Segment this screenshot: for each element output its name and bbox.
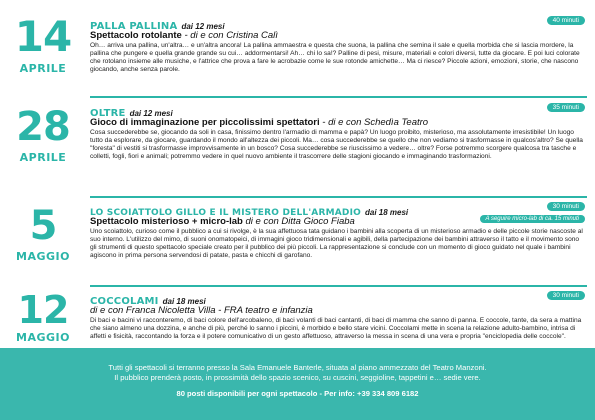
- footer-line-contact: 80 posti disponibili per ogni spettacolo - Per info: +39 334 809 6182: [176, 389, 419, 398]
- event-description: Di baci e bacini vi racconteremo, di baci colore dell'arcobaleno, di baci volanti di baci cantanti, di baci di mamma che sanno di panna. E coccole, tante, da sera a mattina che siano almeno una dozzina, e anche di più, perché lo sanno i piccini, è morbido e bello stare vicini. Coccolami mette in scena la relazione adulto-bambino, intrisa di affetti e fisicità, raccontando la forza e il potere comunicativo di un gesto affettuoso, attraverso la messa in scena di una vera e propria "enciclopedia delle coccole".: [90, 317, 582, 340]
- event-age: dai 18 mesi: [364, 208, 409, 217]
- footer-line-venue: Tutti gli spettacoli si terranno presso la Sala Emanuele Banterle, situata al piano ammezzato del Teatro Manzoni.: [108, 363, 487, 372]
- event-header: [90, 103, 585, 119]
- show-title: [90, 117, 585, 128]
- date-block: [8, 12, 78, 75]
- event-month: MAGGIO: [16, 331, 70, 344]
- footer-line-seating: Il pubblico prenderà posto, in prossimità dello spazio scenico, su cuscini, seggioline, tappetini e… sedie vere.: [114, 373, 481, 382]
- info-footer: [0, 348, 595, 420]
- duration-badge: 35 minuti: [547, 103, 585, 112]
- event-day: 14: [14, 12, 72, 61]
- show-by: di e con Ditta Gioco Fiaba: [242, 216, 355, 227]
- show-title-main: Spettacolo rotolante: [90, 30, 182, 41]
- event-day: 28: [16, 104, 70, 150]
- event-day: 5: [29, 203, 57, 249]
- event-month: APRILE: [19, 62, 67, 75]
- event-month: APRILE: [19, 151, 67, 164]
- event-name: PALLA PALLINA: [90, 21, 178, 32]
- divider: [90, 196, 587, 198]
- duration-badge: 30 minuti: [547, 202, 585, 211]
- event-description: Cosa succederebbe se, giocando da soli in casa, finissimo dentro l'armadio di mamma e papà? Un luogo proibito, misterioso, ma assolutamente irresistibile! Un luogo tutto da esplorare, da giocare, guardando il mondo all'altezza dei piccoli. Ma… cosa succederebbe se quello che non vediamo si trasformasse in qualcos'altro? Se quella "foresta" di vestiti si trasformasse improvvisamente in un bosco? Cosa succederebbe se riuscissimo a vedere… oltre? Forse potremmo scorgere qualcosa tra tasche e colletti, fogli, fiori e animali; potremmo vedere in quel nuovo ambiente il trascorrere delle stagioni giocando e immaginando trasformazioni.: [90, 129, 583, 160]
- event-age: dai 18 mesi: [162, 297, 206, 306]
- duration-badge: 40 minuti: [547, 16, 585, 25]
- microlab-badge: A seguire micro-lab di ca. 15 minuti: [480, 215, 585, 223]
- date-block: [8, 203, 78, 263]
- date-block: [8, 288, 78, 344]
- divider: [90, 96, 587, 98]
- event-content: [90, 202, 585, 260]
- event-age: dai 12 mesi: [129, 109, 173, 118]
- divider: [90, 285, 587, 287]
- event-name: COCCOLAMI: [90, 296, 159, 307]
- event-day: 12: [17, 288, 69, 332]
- event-content: [90, 103, 585, 161]
- date-block: [8, 104, 78, 164]
- event-name: LO SCOIATTOLO GILLO E IL MISTERO DELL'ARMADIO: [90, 208, 361, 218]
- event-age: dai 12 mesi: [181, 22, 225, 31]
- show-by: - di e con Cristina Calì: [181, 30, 278, 41]
- event-description: Uno scoiattolo, curioso come il pubblico a cui si rivolge, è la sua affettuosa tata guidano i bambini alla scoperta di un misterioso armadio e delle piccole storie nascoste al suo interno. L'utilizzo del mimo, di suoni onomatopeici, di immagini gioco tridimensionali e agibili, della partecipazione dei bambini attraverso il tatto e il movimento sono gli strumenti di questo spettacolo speciale creato per il pubblico dei più piccoli. La rappresentazione si conclude con un momento di gioco guidato nel quale i bambini agiscono in prima persona servendosi di patate, pasta e chicchi di garofano.: [90, 228, 583, 259]
- show-title-main: Spettacolo misterioso + micro-lab: [90, 216, 243, 227]
- event-description: Oh… arriva una pallina, un'altra… e un'altra ancora! La pallina ammaestra e questa che suona, la pallina che semina il sale e quella morbida che si lascia mordere, la pallina che pungere e quella grande grande su cui… addormentarsi! Ah… chi lo sa!? Palline di pesi, misure, materiali e colori diversi, tutte da giocare. E poi luci colorate che rotolano insieme alle musiche, e l'attrice che prova a fare le acrobazie come le sue rotonde amichette… Ma ci riesce? Piccole azioni, emozioni, storie, che nascono giocando, anche senza parole.: [90, 42, 580, 73]
- event-header: [90, 291, 585, 307]
- event-content: [90, 291, 585, 341]
- event-content: [90, 16, 585, 74]
- duration-badge: 30 minuti: [547, 291, 585, 300]
- show-title-main: Gioco di immaginazione per piccolissimi spettatori: [90, 117, 320, 128]
- show-by: - di e con Schedìa Teatro: [319, 117, 429, 128]
- show-by: di e con Franca Nicoletta Villa - FRA teatro e infanzia: [90, 305, 313, 316]
- event-month: MAGGIO: [16, 250, 70, 263]
- event-header: [90, 16, 585, 32]
- show-title: [90, 305, 585, 316]
- event-name: OLTRE: [90, 108, 126, 119]
